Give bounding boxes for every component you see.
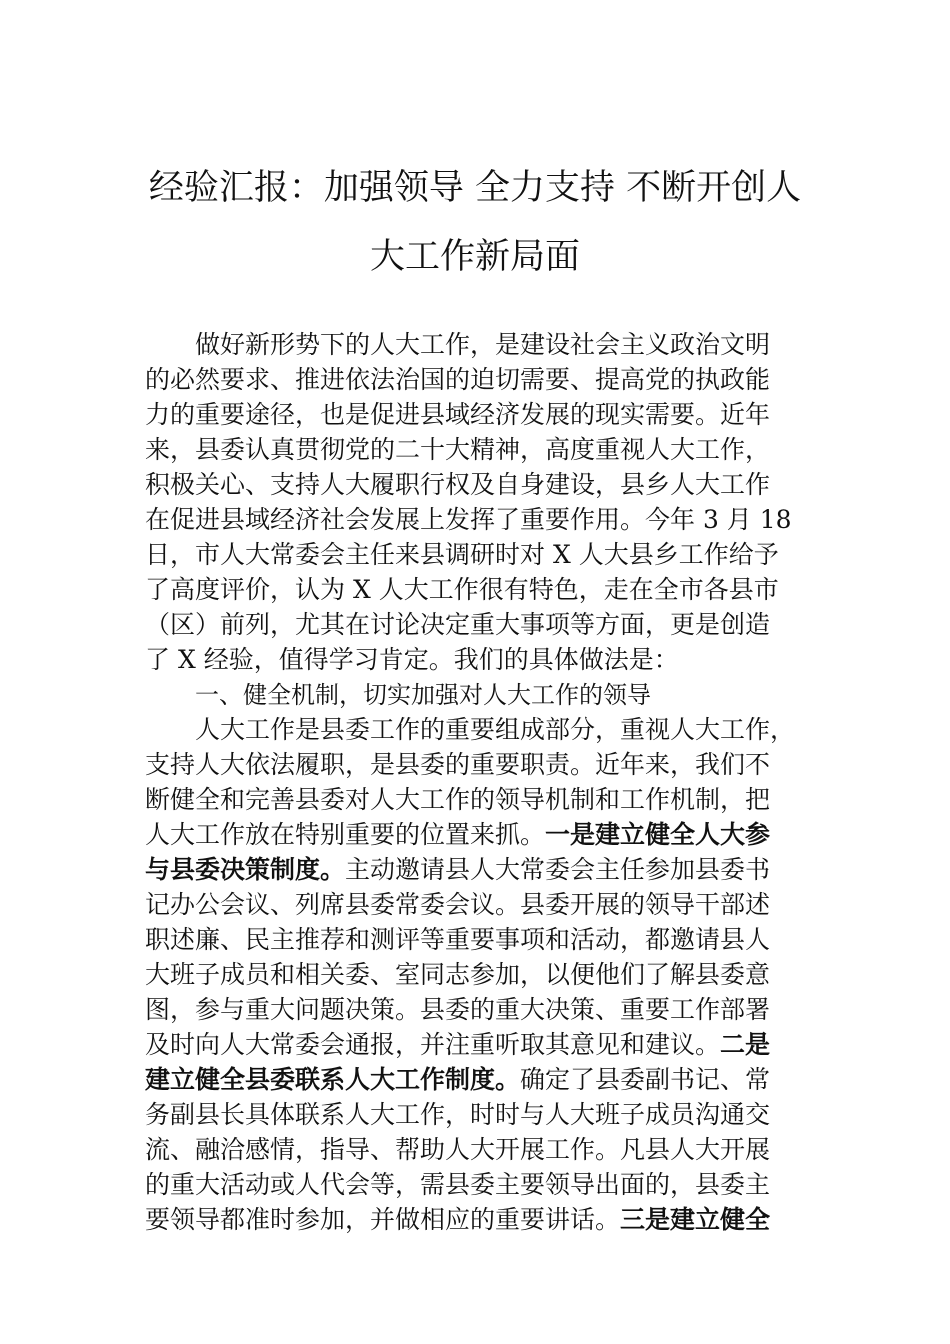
body-line: 图，参与重大问题决策。县委的重大决策、重要工作部署 bbox=[145, 995, 771, 1024]
body-line: 记办公会议、列席县委常委会议。县委开展的领导干部述 bbox=[145, 890, 771, 919]
body-line: 断健全和完善县委对人大工作的领导机制和工作机制，把 bbox=[145, 785, 771, 814]
emphasis-text: 一是建立健全人大参 bbox=[545, 820, 771, 849]
body-line: 在促进县域经济社会发展上发挥了重要作用。今年 3 月 18 bbox=[145, 505, 792, 534]
body-line: 人大工作是县委工作的重要组成部分，重视人大工作， bbox=[195, 715, 796, 744]
body-line: 务副县长具体联系人大工作，时时与人大班子成员沟通交 bbox=[145, 1100, 771, 1129]
body-line: 来，县委认真贯彻党的二十大精神，高度重视人大工作， bbox=[145, 435, 771, 464]
body-line: 做好新形势下的人大工作，是建设社会主义政治文明 bbox=[195, 330, 771, 359]
body-line: 职述廉、民主推荐和测评等重要事项和活动，都邀请县人 bbox=[145, 925, 771, 954]
body-line: 建立健全县委联系人大工作制度。确定了县委副书记、常 bbox=[145, 1065, 771, 1094]
body-line: 了高度评价，认为 X 人大工作很有特色，走在全市各县市 bbox=[145, 575, 779, 604]
emphasis-text: 三是建立健全 bbox=[620, 1205, 771, 1234]
body-line: （区）前列，尤其在讨论决定重大事项等方面，更是创造 bbox=[145, 610, 771, 639]
body-line: 及时向人大常委会通报，并注重听取其意见和建议。二是 bbox=[145, 1030, 771, 1059]
emphasis-text: 建立健全县委联系人大工作制度。 bbox=[145, 1065, 521, 1094]
body-line: 支持人大依法履职，是县委的重要职责。近年来，我们不 bbox=[145, 750, 771, 779]
body-line: 积极关心、支持人大履职行权及自身建设，县乡人大工作 bbox=[145, 470, 771, 499]
body-line: 力的重要途径，也是促进县域经济发展的现实需要。近年 bbox=[145, 400, 771, 429]
emphasis-text: 与县委决策制度。 bbox=[145, 855, 346, 884]
emphasis-text: 二是 bbox=[720, 1030, 771, 1059]
document-title-line-1: 经验汇报：加强领导 全力支持 不断开创人 bbox=[148, 168, 802, 208]
section-heading: 一、健全机制，切实加强对人大工作的领导 bbox=[195, 681, 651, 709]
body-line: 与县委决策制度。主动邀请县人大常委会主任参加县委书 bbox=[145, 855, 771, 884]
body-line: 日，市人大常委会主任来县调研时对 X 人大县乡工作给予 bbox=[145, 540, 779, 569]
body-line: 要领导都准时参加，并做相应的重要讲话。三是建立健全 bbox=[145, 1205, 771, 1234]
body-line: 的必然要求、推进依法治国的迫切需要、提高党的执政能 bbox=[145, 365, 771, 394]
body-line: 流、融洽感情，指导、帮助人大开展工作。凡县人大开展 bbox=[145, 1135, 771, 1164]
body-line: 了 X 经验，值得学习肯定。我们的具体做法是： bbox=[145, 645, 679, 674]
body-line: 大班子成员和相关委、室同志参加，以便他们了解县委意 bbox=[145, 960, 771, 989]
body-line: 人大工作放在特别重要的位置来抓。一是建立健全人大参 bbox=[145, 820, 771, 849]
document-title-line-2: 大工作新局面 bbox=[369, 237, 580, 277]
body-line: 的重大活动或人代会等，需县委主要领导出面的，县委主 bbox=[145, 1170, 771, 1199]
